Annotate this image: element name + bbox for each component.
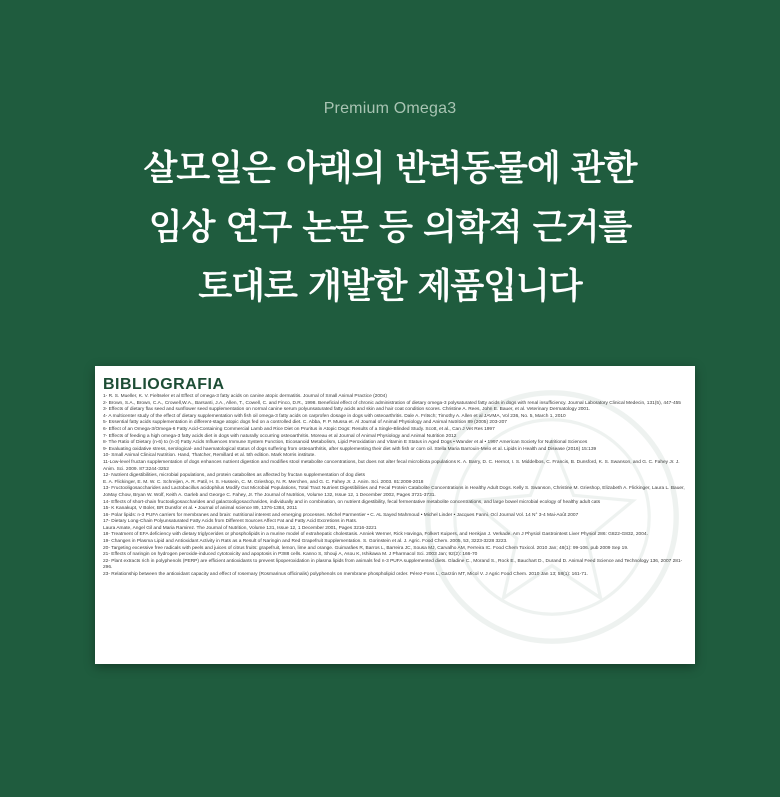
bibliography-title: BIBLIOGRAFIA bbox=[103, 376, 225, 393]
reference-item: 16- Polar lipids: n-3 PUFA carriers for membranes and brain: nutritional interest and emerging processes. Michel Parmentier • C. AL Sayed Mahmoud • Michel Linder • Jacques Fanni. Ocl Journal Vol. 14 N° 3-4 Mai-Août 2007 bbox=[103, 512, 579, 518]
reference-item: 9- Evaluating oxidative stress, serological- and haematological status of dogs suffering from osteoarthritis, after supplementing their diet with fish or corn oil. Stella Maria Barrouin-Melo et al. Lipids in Health and Disease (2016) 15:139 bbox=[103, 446, 597, 452]
reference-item: 18- Treatment of EFA deficiency with dietary triglycerides or phospholipids in a murine model of extrahepatic cholestasis. Anniek Werner, Rick Havinga, Folkert Kuipers, and Henkjan J. Verkade. Am J Physiol Gastrointest Liver Physiol 286: G822-G832, 2004. bbox=[103, 532, 648, 538]
reference-item: 15- K Kanakupt, V Boler, BR Dunsfor et al. • Journal of animal science 89, 1376-1384, 2011 bbox=[103, 506, 298, 512]
reference-item: Laura Amate, Angel Gil and Maria Ramirez. The Journal of Nutrition, Volume 131, Issue 12, 1 December 2001, Pages 3216-3221 bbox=[103, 525, 377, 531]
headline-line: 살모일은 아래의 반려동물에 관한 bbox=[143, 149, 637, 189]
reference-item: 12- Nutrient digestibilities, microbial populations, and protein catabolites as affected by fructan supplementation of dog diets bbox=[103, 473, 366, 479]
bibliography-sheet bbox=[95, 366, 695, 664]
reference-item: 8- The Ratio of Dietary (n-6) to (n-3) Fatty Acids Influences Immune System Function, Eicosanoid Metabolism, Lipid Peroxidation and Vitamin E Status in Aged Dogs • Wander et al • 1997 American Society for Nutritional Sciences bbox=[103, 440, 588, 446]
reference-item: 10- Small Animal Clinical Nutrition. Hand, Thatcher, Remillard et al. 5th edition. Mark Morris institute. bbox=[103, 453, 316, 459]
reference-item: 21- Effects of naringin on hydrogen peroxide-induced cytotoxicity and apoptosis in P388 cells. Kanno S, Shouji A, Asou K, Ishikawa M. J Pharmacol Sci. 2003 Jan; 92(2): 166-70 bbox=[103, 552, 478, 558]
reference-item: 4- A multicenter study of the effect of dietary supplementation with fish oil omega-3 fatty acids on carprofen dosage in dogs with osteoarthritis. Dale A. Fritsch; Timothy A. Allen et al JAVMA, Vol 236, No. 5, March 1, 2010 bbox=[103, 413, 566, 419]
reference-item: 13- Fructooligosaccharides and Lactobacillus acidophilus Modify Gut Microbial Populations, Total Tract Nutrient Digestibilities and Fecal Protein Catabolite Concentrations in Healthy Adult Dogs. Kelly S. Swanson, Christine M. Grieshop, Elizabeth A. Flickinger, Laura L. Bauer, JoMay Chow, Bryan W. Wolf, Keith A. Garleb and George C. Fahey, Jr. The Journal of Nutrition, Volume 132, Issue 12, 1 December 2002, Pages 3721-3731. bbox=[103, 486, 685, 498]
reference-item: 19- Changes in Plasma Lipid and Antioxidant Activity in Rats as a Result of Naringin and Red Grapefruit Supplementation. S. Gorinstein et al. J. Agric. Food Chem. 2005, 53, 3223-3228 3223. bbox=[103, 539, 508, 545]
reference-item: 6- Effect of an Omega-3/Omega-6 Fatty Acid-Containing Commercial Lamb and Rice Diet on Pruritus in Atopic Dogs: Results of a Single-Blinded Study. Scott, et al., Can J Vet Res 1997 bbox=[103, 426, 495, 432]
headline bbox=[0, 140, 780, 317]
reference-item: 23- Relationship between the antioxidant capacity and effect of rosemary (Rosmarinus officinalis) polyphenols on membrane phospholipid order. Pérez-Fons L, Garzón MT, Micol V. J Agric Food Chem. 2010 Jan 13; 58(1): 161-71. bbox=[103, 572, 588, 578]
reference-item: 5- Essential fatty acids supplementation in different-stage atopic dogs fed on a controlled diet. C. Abba, P. P. Mussa et. Al Journal of Animal Physiology and Animal Nutrition 89 (2005) 203-207 bbox=[103, 420, 507, 426]
headline-line: 임상 연구 논문 등 의학적 근거를 bbox=[148, 208, 632, 248]
reference-item: 1- R. S. Mueller, K. V. Fieltseler et al Effect of omega-3 fatty acids on canine atopic dermatitis. Journal of Small Animal Practice (2004) bbox=[103, 394, 387, 399]
reference-item: 14- Effects of short-chain fructooligosaccharides and galactooligosaccharides, individually and in combination, on nutrient digestibility, fecal fermentative metabolite concentrations, and large bowel microbial ecology of healthy adult cats bbox=[103, 499, 601, 505]
reference-item: E. A. Flickinger, E. M. W. C. Schreijen, A. R. Patil, H. S. Hussein, C. M. Grieshop, N. R. Merchen, and G. C. Fahey Jr. J. Anim. Sci. 2003. 81:2008-2018 bbox=[103, 479, 424, 485]
headline-line: 토대로 개발한 제품입니다 bbox=[198, 267, 582, 307]
product-subtitle: Premium Omega3 bbox=[323, 100, 457, 117]
reference-item: 2- Brown, S.A., Brown, C.A., Crowell,W.A., Barsanti, J.A., Allen, T., Cowell, C. and Finco, D.R., 1998. Beneficial effect of chronic administration of dietary omega-3 polysaturated fatty acids in dogs with renal insufficiency. Journal Laboratory Clinical Medecin, 131(5), 447-455 bbox=[103, 400, 681, 406]
reference-item: 3- Effects of dietary flax seed and sunflower seed supplementation on normal canine serum polyunsaturated fatty acids and skin and hair coat condition scores. Christine A. Rees, John E. Bauer, et al. Veterinary Dermatology 2001. bbox=[103, 407, 591, 413]
reference-item: 20- Targeting excessive free radicals with peels and juices of citrus fruits: grapefruit, lemon, lime and orange. Guimarães R, Barros L, Barreira JC, Sousa MJ, Carvalho AM, Ferreira IC. Food Chem Toxicol. 2010 Jan; 48(1): 99-106. pub 2009 Sep 19. bbox=[103, 545, 629, 551]
reference-item: 7- Effects of feeding a high omega-3 fatty acids diet in dogs with naturally occurring osteoarthritis. Moreau et al Journal of Animal Physiology and Animal Nutrition 2012 bbox=[103, 433, 457, 439]
reference-item: 17- Dietary Long-Chain Polyunsaturated Fatty Acids from Different Sources Affect Fat and Fatty Acid Excretions in Rats. bbox=[103, 519, 358, 525]
reference-item: 11-Low-level fructan supplementation of dogs enhances nutrient digestion and modifies stool metabolite concentrations, but does not alter fecal microbiota populations K. A. Barry, D. C. Hernot, I. S. Middelbos, C. Francis, B. Dunsford, K. S. Swanson, and G. C. Fahey Jr. J. Anim. Sci. 2009. 87:3244-3252 bbox=[103, 459, 680, 472]
reference-item: 22- Plant extracts rich in polyphenols (PERP) are efficient antioxidants to prevent lipoperoxidation in plasma lipids from animals fed n-3 PUFA supplemented diets. Gladine C., Morand S., Rock E., Bauchart D., Durand D. Animal Feed Science and Technology 136, 2007 281-296. bbox=[103, 558, 683, 571]
reference-list bbox=[103, 394, 687, 579]
